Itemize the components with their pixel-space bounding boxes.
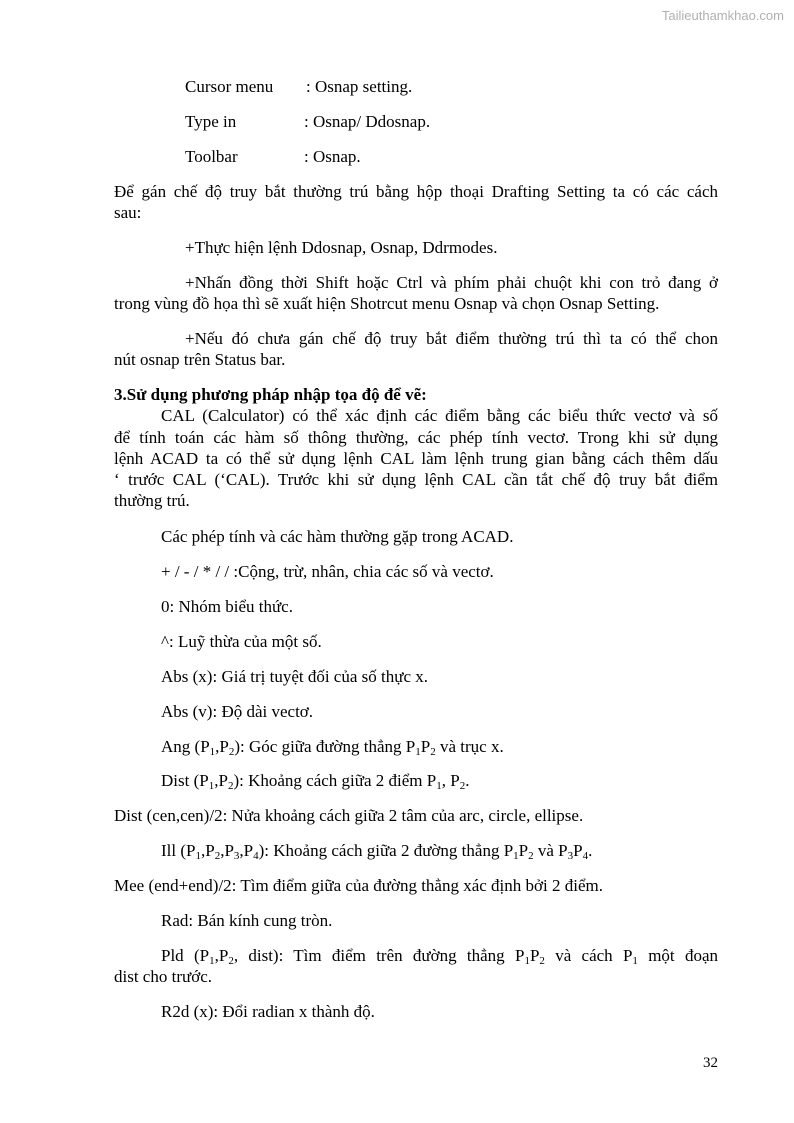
paragraph-line: CAL (Calculator) có thể xác định các điểm bằng các biểu thức vectơ và số [161,406,718,425]
menu-row-value: : Osnap/ Ddosnap. [304,112,431,131]
bullet-line: trong vùng đồ họa thì sẽ xuất hiện Shotrcut menu Osnap và chọn Osnap Setting. [114,294,660,313]
menu-row-typein [185,112,431,132]
section-heading: 3.Sử dụng phương pháp nhập tọa độ để vẽ: [114,385,427,404]
function-item: 0: Nhóm biểu thức. [161,597,293,616]
menu-row-label: Toolbar [185,147,238,166]
watermark: Tailieuthamkhao.com [661,8,784,23]
function-item-dist: Dist $(P_1,P_2)$: Khoảng cách giữa 2 điểm $P_1$, $P_2$. [161,771,470,792]
function-item-ang: Ang $(P_1,P_2)$: Góc giữa đường thẳng $P_1P_2$ và trục x. [161,737,504,758]
bullet-line: +Nhấn đồng thời Shift hoặc Ctrl và phím phải chuột khi con trỏ đang ở [185,273,718,292]
paragraph-line: ‘ trước CAL (‘CAL). Trước khi sử dụng lệnh CAL cần tắt chế độ truy bắt điểm [114,470,718,489]
function-item-pld-cont: dist cho trước. [114,967,212,986]
function-item-pld: Pld ($P_1,P_2$, dist): Tìm điểm trên đường thẳng $P_1P_2$ và cách $P_1$ một đoạn [161,946,718,967]
menu-row-value: : Osnap setting. [306,77,413,96]
paragraph-line: để tính toán các hàm số thông thường, các phép tính vectơ. Trong khi sử dụng [114,428,718,447]
bullet-line: +Thực hiện lệnh Ddosnap, Osnap, Ddrmodes. [185,238,498,257]
page-number: 32 [703,1055,718,1071]
function-item: Dist (cen,cen)/2: Nửa khoảng cách giữa 2 tâm của arc, circle, ellipse. [114,806,584,825]
bullet-line: +Nếu đó chưa gán chế độ truy bắt điểm thường trú thì ta có thể chon [185,329,718,348]
functions-intro: Các phép tính và các hàm thường gặp trong ACAD. [161,527,514,546]
paragraph-line: thường trú. [114,491,190,510]
menu-row-label: Cursor menu [185,77,274,96]
function-item: Mee (end+end)/2: Tìm điểm giữa của đường thẳng xác định bởi 2 điểm. [114,876,603,895]
function-item: R2d (x): Đổi radian x thành độ. [161,1002,375,1021]
bullet-line: nút osnap trên Status bar. [114,350,286,369]
function-item: Abs (x): Giá trị tuyệt đối của số thực x. [161,667,428,686]
function-item: Rad: Bán kính cung tròn. [161,911,333,930]
menu-row-toolbar [185,147,361,167]
menu-row-value: : Osnap. [304,147,361,166]
function-item-ill: Ill $(P_1,P_2,P_3,P_4)$: Khoảng cách giữa 2 đường thẳng $P_1P_2$ và $P_3P_4$. [161,841,593,862]
menu-row-label: Type in [185,112,237,131]
function-item: + / - / * / / :Cộng, trừ, nhân, chia các số và vectơ. [161,562,494,581]
paragraph-line: lệnh ACAD ta có thể sử dụng lệnh CAL làm lệnh trung gian bằng cách thêm dấu [114,449,718,468]
paragraph-line: sau: [114,203,142,222]
menu-row-cursor [185,77,413,97]
function-item: Abs (v): Độ dài vectơ. [161,702,314,721]
function-item: ^: Luỹ thừa của một số. [161,632,322,651]
paragraph-line: Để gán chế độ truy bắt thường trú bằng hộp thoại Drafting Setting ta có các cách [114,182,718,201]
